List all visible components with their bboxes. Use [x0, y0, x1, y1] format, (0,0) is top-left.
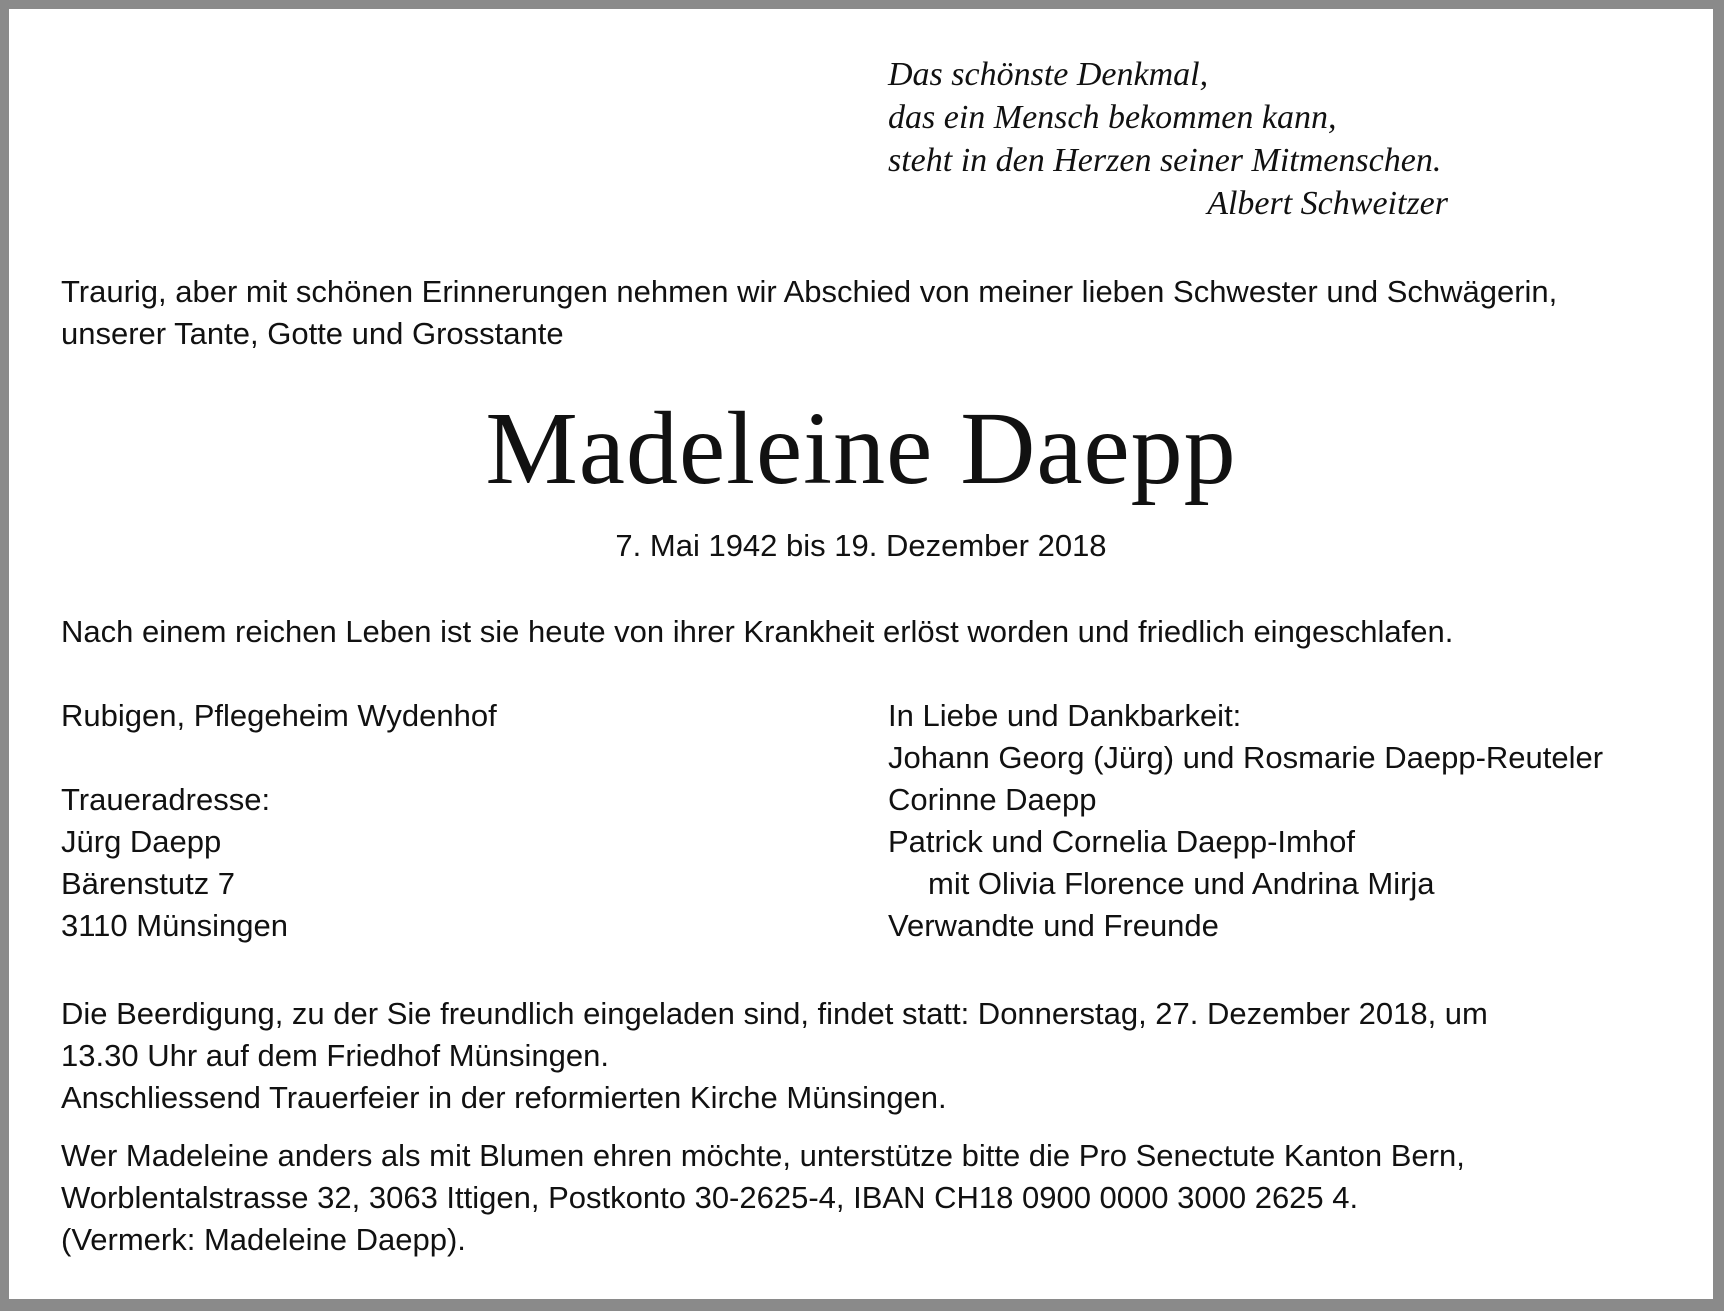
- mourner-line: mit Olivia Florence und Andrina Mirja: [928, 866, 1435, 901]
- quote-author: Albert Schweitzer: [1207, 185, 1448, 222]
- donation-details: [61, 1135, 1661, 1261]
- quote-line-3: steht in den Herzen seiner Mitmenschen.: [888, 142, 1442, 179]
- mourning-address-name: Jürg Daepp: [61, 824, 222, 859]
- mourning-address-heading: Traueradresse:: [61, 782, 271, 817]
- funeral-line-2: 13.30 Uhr auf dem Friedhof Münsingen.: [61, 1038, 609, 1073]
- deceased-name: Madeleine Daepp: [485, 391, 1237, 506]
- quote-line-2: das ein Mensch bekommen kann,: [888, 99, 1337, 136]
- epigraph-quote: [888, 53, 1468, 225]
- obituary-notice: [9, 9, 1713, 1299]
- mourner-line: Patrick und Cornelia Daepp-Imhof: [888, 824, 1355, 859]
- donation-line-1: Wer Madeleine anders als mit Blumen ehren möchte, unterstütze bitte die Pro Senectute Kanton Bern,: [61, 1138, 1465, 1173]
- donation-line-3: (Vermerk: Madeleine Daepp).: [61, 1222, 466, 1257]
- mourner-line: Corinne Daepp: [888, 782, 1097, 817]
- right-column: [888, 695, 1603, 947]
- intro-line-2: unserer Tante, Gotte und Grosstante: [61, 316, 564, 351]
- mourning-address-city: 3110 Münsingen: [61, 908, 288, 943]
- mourner-line: Johann Georg (Jürg) und Rosmarie Daepp-Reuteler: [888, 740, 1604, 775]
- mourner-line: Verwandte und Freunde: [888, 908, 1219, 943]
- donation-line-2: Worblentalstrasse 32, 3063 Ittigen, Postkonto 30-2625-4, IBAN CH18 0900 0000 3000 2625 4.: [61, 1180, 1359, 1215]
- funeral-line-3: Anschliessend Trauerfeier in der reformierten Kirche Münsingen.: [61, 1080, 947, 1115]
- intro-paragraph: [61, 271, 1557, 355]
- funeral-details: [61, 993, 1661, 1119]
- left-column: [61, 695, 497, 947]
- place-of-death: Rubigen, Pflegeheim Wydenhof: [61, 698, 497, 733]
- mourners-heading: In Liebe und Dankbarkeit:: [888, 698, 1242, 733]
- life-dates: 7. Mai 1942 bis 19. Dezember 2018: [615, 528, 1107, 563]
- passing-text: Nach einem reichen Leben ist sie heute von ihrer Krankheit erlöst worden und friedlich eingeschlafen.: [61, 614, 1454, 649]
- funeral-line-1: Die Beerdigung, zu der Sie freundlich eingeladen sind, findet statt: Donnerstag, 27. Dezember 2018, um: [61, 996, 1488, 1031]
- quote-line-1: Das schönste Denkmal,: [888, 56, 1209, 93]
- intro-line-1: Traurig, aber mit schönen Erinnerungen nehmen wir Abschied von meiner lieben Schwester und Schwägerin,: [61, 274, 1558, 309]
- mourning-address-street: Bärenstutz 7: [61, 866, 236, 901]
